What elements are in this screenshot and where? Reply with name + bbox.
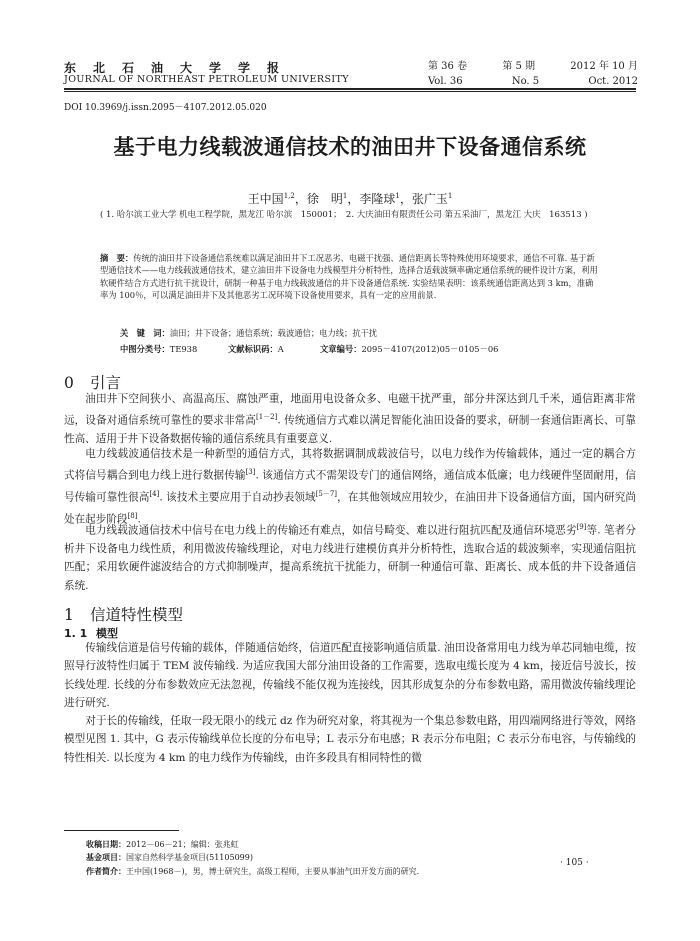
keywords — [120, 327, 377, 339]
classification-line — [120, 343, 600, 355]
date-en: Oct. 2012 — [588, 76, 638, 87]
subsection-title: 模型 — [96, 627, 118, 640]
doc-code-value: A — [277, 344, 284, 354]
footnote-received: 收稿日期：2012－06－21；编辑：张兆虹 — [86, 840, 239, 849]
header-rule-thin — [64, 91, 636, 92]
citation: [5－7] — [315, 490, 338, 499]
section-title: 引言 — [90, 374, 122, 392]
paper-title: 基于电力线载波通信技术的油田井下设备通信系统 — [113, 135, 587, 159]
volume-cn: 第 36 卷 — [428, 61, 468, 72]
intro-paragraph-3: 电力线载波通信技术中信号在电力线上的传输还有难点，如信号畸变、难以进行阻抗匹配及通信环境恶劣[9]等. 笔者分析井下设备电力线性质，利用微波传输线理论，对电力线进行建模仿真并分析特性，选取合适的载波频率，实现通信阻抗匹配；采用软硬件滤波结合的方式抑制噪声，提高系统抗干扰能力，研制一种通信可靠、距离长、成本低的井下设备通信系统. — [64, 523, 636, 592]
issue-en: No. 5 — [511, 76, 540, 87]
author-1: 王中国 — [247, 192, 284, 206]
model-paragraph-2: 对于长的传输线，任取一段无限小的线元 dz 作为研究对象，将其视为一个集总参数电路，用四端网络进行等效，网络模型见图 1. 其中，G 表示传输线单位长度的分布电导；L 表示分布电感；R 表示分布电阻；C 表示分布电容，与传输线的特性相关. 以长度为 4 km 的电力线作为传输线，由许多段具有相同特性的微 — [64, 715, 636, 764]
citation: [8] — [127, 512, 138, 521]
clc-value: TE938 — [169, 344, 198, 354]
doi: DOI 10.3969/j.issn.2095－4107.2012.05.020 — [64, 103, 267, 113]
abstract-label: 摘 要： — [100, 253, 134, 263]
section-number: 0 — [64, 374, 74, 392]
author-sep: ， — [347, 192, 360, 206]
author-list — [0, 190, 700, 207]
article-no-group — [320, 343, 498, 355]
section-heading-channel-model — [64, 603, 183, 625]
journal-name-en: JOURNAL OF NORTHEAST PETROLEUM UNIVERSITY — [64, 74, 349, 85]
issue-info — [428, 59, 638, 89]
citation: [4] — [149, 490, 160, 499]
header-rule-thick — [64, 88, 636, 90]
date-cn: 2012 年 10 月 — [570, 61, 638, 72]
author-3-affil: 1 — [395, 192, 400, 200]
author-2: 徐 明 — [306, 192, 343, 206]
keywords-text: 油田；井下设备；通信系统；载波通信；电力线；抗干扰 — [169, 328, 378, 338]
citation: [3] — [245, 468, 256, 477]
keywords-label: 关 键 词： — [120, 328, 170, 338]
author-4: 张广玉 — [411, 192, 448, 206]
author-sep: ， — [294, 192, 307, 206]
model-paragraph-1: 传输线信道是信号传输的载体，伴随通信始终，信道匹配直接影响通信质量. 油田设备常用电力线为单芯同轴电缆，按照导行波特性归属于 TEM 波传输线. 为适应我国大部分油田设备的工作需要，选取电缆长度为 4 km，接近信号波长，按长线处理. 长线的分布参数效应无法忽视，传输线不能仅视为连接线，因其形成复杂的分布参数电路，需用微波传输线理论进行研究. — [64, 642, 636, 710]
abstract — [100, 252, 598, 301]
author-3: 李隆球 — [359, 192, 396, 206]
article-no-value: 2095－4107(2012)05－0105－06 — [361, 344, 499, 354]
clc-label: 中图分类号： — [120, 344, 170, 354]
author-sep: ， — [399, 192, 412, 206]
author-2-affil: 1 — [342, 192, 348, 200]
issue-info-en — [428, 74, 638, 89]
abstract-text: 传统的油田井下设备通信系统难以满足油田井下工况恶劣、电磁干扰强、通信距离长等特殊使用环境要求，通信不可靠. 基于新型通信技术——电力线载波通信技术，建立油田井下设备电力线模型并分析特性，选择合适载波频率确定通信系统的硬件设计方案，利用软硬件结合方式进行抗干扰设计，研制一种基于电力线载波通信的井下设备通信系统. 实验结果表明：该系统通信距离达到 3 km，准确率为 100％，可以满足油田井下及其他恶劣工况环境下设备使用要求，具有一定的应用前景. — [100, 253, 598, 300]
footnote-funding: 基金项目：国家自然科学基金项目(51105099) — [86, 853, 253, 863]
footnote-author-bio: 作者简介：王中国(1968－)，男，博士研究生，高级工程师，主要从事油气田开发方面的研究. — [86, 866, 420, 876]
citation: [1－2] — [255, 413, 278, 422]
doc-code-group — [228, 343, 320, 355]
article-no-label: 文章编号： — [320, 344, 362, 354]
footnotes — [86, 838, 586, 878]
clc-group — [120, 343, 228, 355]
subsection-number: 1. 1 — [64, 627, 88, 640]
doc-code-label: 文献标识码： — [228, 344, 278, 354]
author-4-affil: 1 — [447, 192, 453, 200]
citation: [9] — [576, 523, 587, 531]
volume-en: Vol. 36 — [428, 76, 463, 87]
intro-paragraph-2: 电力线载波通信技术是一种新型的通信方式，其将数据调制成载波信号，以电力线作为传输载体，通过一定的耦合方式将信号耦合到电力线上进行数据传输[3]. 该通信方式不需架设专门的通信网络，通信成本低廉；电力线硬件坚固耐用，信号传输可靠性很高[4]. 该技术主要应用于自动抄表领域[5－7]，在其他领域应用较少，在油田井下设备通信方面，国内研究尚处在起步阶段[8]. — [64, 448, 637, 526]
footnote-rule — [64, 830, 179, 831]
journal-name-cn: 东北石油大学学报 — [64, 61, 297, 75]
section-number: 1 — [64, 606, 74, 624]
issue-info-cn — [428, 59, 638, 74]
intro-paragraph-1: 油田井下空间狭小、高温高压、腐蚀严重，地面用电设备众多、电磁干扰严重，部分井深达到几千米，通信距离非常远，设备对通信系统可靠性的要求非常高[1－2]. 传统通信方式难以满足智能化油田设备的要求，研制一套通信距离长、可靠性高、适用于井下设备数据传输的通信系统具有重要意义. — [64, 393, 637, 446]
page-number: · 105 · — [560, 858, 589, 868]
issue-cn: 第 5 期 — [502, 61, 536, 72]
author-1-affil: 1,2 — [283, 192, 295, 200]
section-title: 信道特性模型 — [90, 606, 184, 624]
affiliations: ( 1. 哈尔滨工业大学 机电工程学院，黑龙江 哈尔滨 150001； 2. 大庆油田有限责任公司 第五采油厂，黑龙江 大庆 163513 ) — [100, 210, 588, 220]
